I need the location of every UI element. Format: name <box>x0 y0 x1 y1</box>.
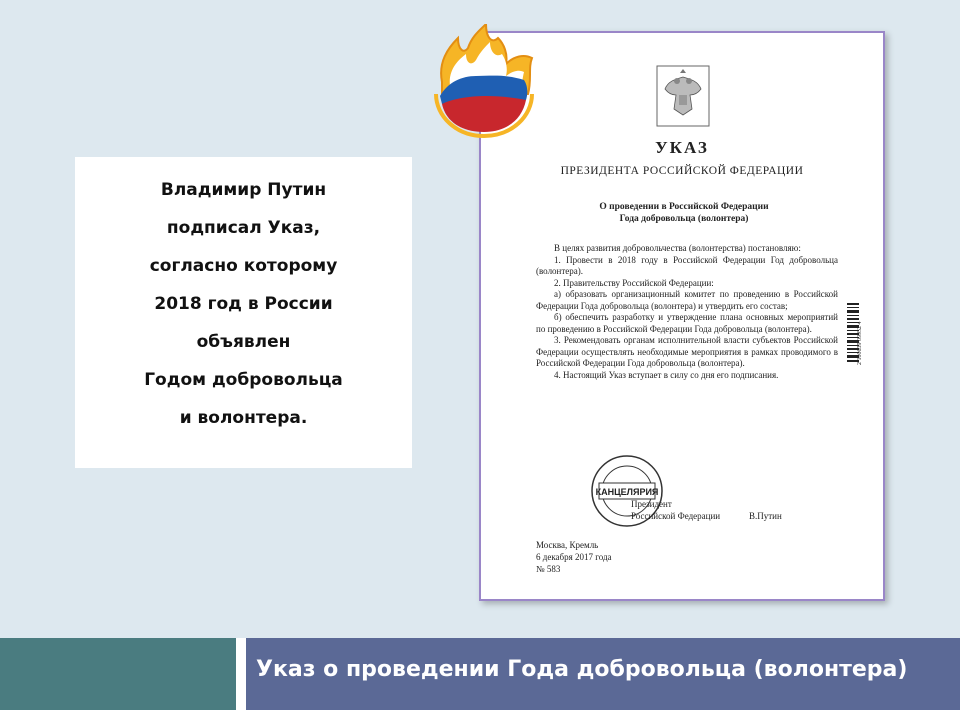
caption-line: 2018 год в России <box>154 294 333 314</box>
barcode-number: 2 100639 09952 4 <box>857 321 863 365</box>
footer-accent-block <box>0 638 236 710</box>
caption-line: объявлен <box>196 332 291 352</box>
signature-block <box>631 498 782 522</box>
decree-title: УКАЗ <box>655 138 709 157</box>
decree-heading-line: Года добровольца (волонтера) <box>619 214 749 224</box>
caption-line: и волонтера. <box>179 408 308 428</box>
caption-line: согласно которому <box>149 256 338 276</box>
decree-paragraph: 1. Провести в 2018 году в Российской Федерации Год добровольца (волонтера). <box>536 254 838 276</box>
decree-paragraph: В целях развития добровольчества (волонтерства) постановляю: <box>554 243 801 253</box>
decree-paragraph: 3. Рекомендовать органам исполнительной власти субъектов Российской Федерации осуществлять необходимые мероприятия в рамках проводимого в Российской Федерации Года добровольца (волонтера). <box>536 335 838 368</box>
caption-line: подписал Указ, <box>166 218 321 238</box>
decree-paragraph: 4. Настоящий Указ вступает в силу со дня его подписания. <box>554 369 779 380</box>
volunteer-flame-logo <box>428 24 540 140</box>
decree-heading-line: О проведении в Российской Федерации <box>599 202 769 212</box>
decree-place: Москва, Кремль <box>536 540 599 550</box>
slide-title: Указ о проведении Года добровольца (волонтера) <box>256 657 908 682</box>
caption-line: Владимир Путин <box>160 180 327 200</box>
decree-paragraph: а) образовать организационный комитет по проведению в Российской Федерации Года добровольца (волонтера) и утвердить его состав; <box>536 289 838 311</box>
decree-heading <box>521 201 847 225</box>
signer-role: Российской Федерации <box>631 511 721 521</box>
decree-body <box>536 243 838 381</box>
decree-subtitle: ПРЕЗИДЕНТА РОССИЙСКОЙ ФЕДЕРАЦИИ <box>560 165 804 177</box>
russian-coat-of-arms-icon <box>656 65 710 127</box>
footer-title-bar <box>246 638 960 710</box>
decree-paragraph: 2. Правительству Российской Федерации: <box>554 277 714 288</box>
signer-name: В.Путин <box>749 511 782 521</box>
caption-line: Годом добровольца <box>144 370 343 390</box>
decree-place-date <box>536 539 612 575</box>
decree-date: 6 декабря 2017 года <box>536 552 612 562</box>
decree-number: № 583 <box>536 564 561 574</box>
decree-paragraph: б) обеспечить разработку и утверждение плана основных мероприятий по проведению в Российской Федерации Года добровольца (волонтера). <box>536 312 838 334</box>
footer-bottom-strip <box>0 710 960 720</box>
signer-role: Президент <box>631 499 672 509</box>
footer-divider <box>236 638 246 710</box>
caption-box <box>75 157 412 468</box>
stamp-label: КАНЦЕЛЯРИЯ <box>595 487 659 497</box>
